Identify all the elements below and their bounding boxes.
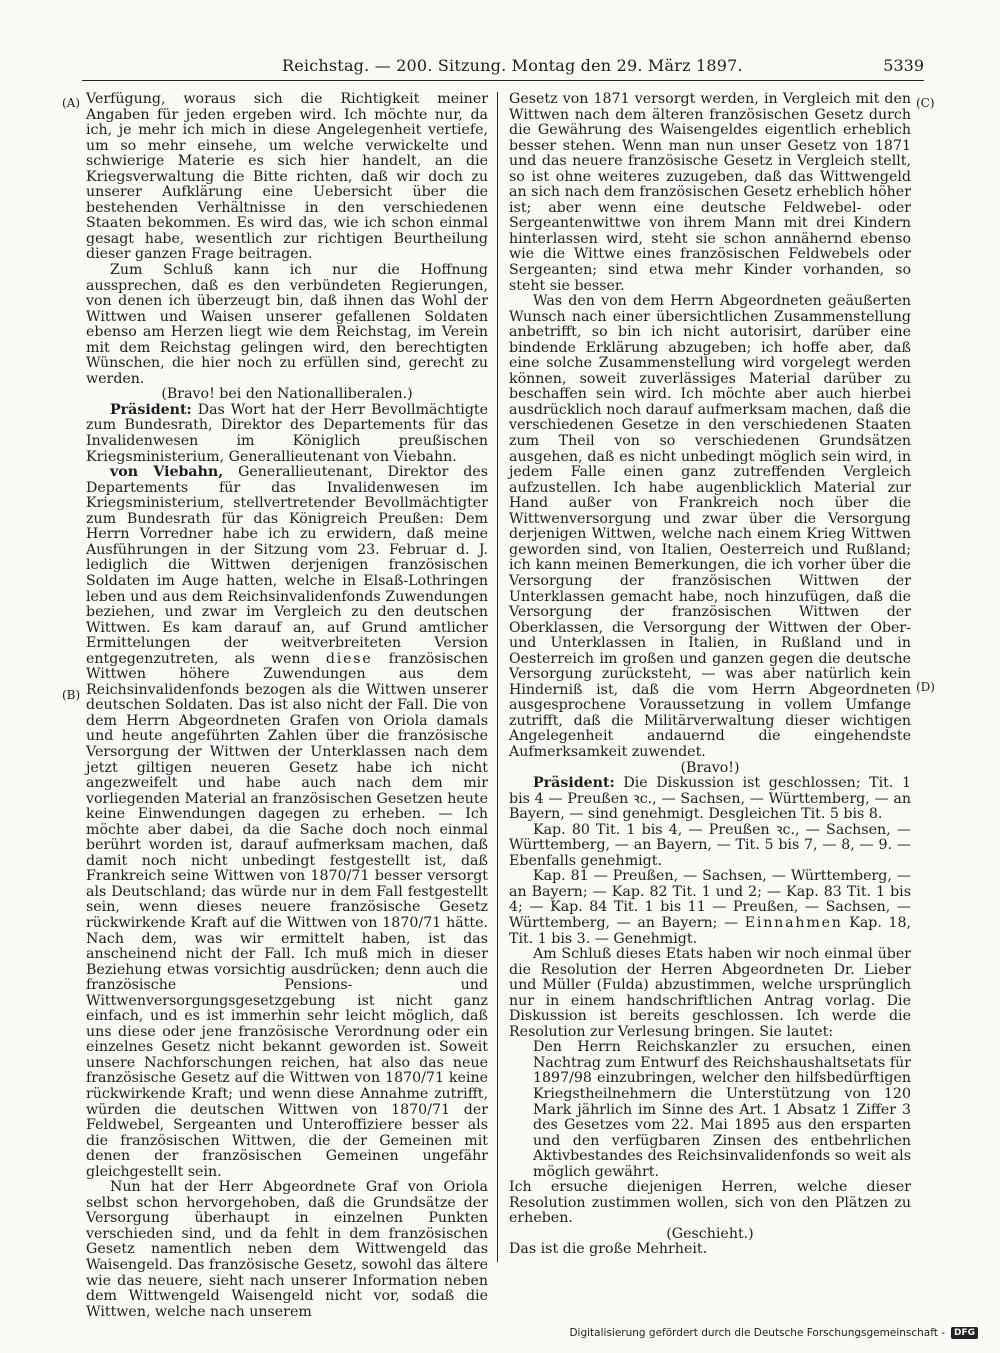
speaker-name: von Viebahn, xyxy=(110,464,224,481)
paragraph: Zum Schluß kann ich nur die Hoffnung aussprechen, daß es den verbündeten Regierungen, von denen ich überzeugt bin, daß ihnen das Wohl der Wittwen und Waisen unserer gefallenen Soldaten ebenso am Herzen liegt wie dem Reichstag, im Verein mit dem Reichstag gelingen wird, den berechtigten Wünschen, die hier noch zu erfüllen sind, gerecht zu werden. xyxy=(86,262,488,387)
paragraph: Am Schluß dieses Etats haben wir noch einmal über die Resolution der Herren Abgeordneten Dr. Lieber und Müller (Fulda) abzustimmen, welche ursprünglich nur in einem handschriftlichen Antrag vorlag. Die Diskussion ist bereits geschlossen. Ich werde die Resolution zur Verlesung bringen. Sie lautet: xyxy=(509,946,911,1040)
margin-marker-a: (A) xyxy=(62,96,81,110)
paragraph-text: Kap. 81 — Preußen, — Sachsen, — Württemberg, — an Bayern; — Kap. 82 Tit. 1 und 2; — Kap. 83 Tit. 1 bis 4; — Kap. 84 Tit. 1 bis 11 — Preußen, — Sachsen, — Württemberg, — an Bayern; — xyxy=(509,868,911,931)
speech-text: Das Wort hat der Herr Bevollmächtigte zum Bundesrath, Direktor des Departements für das Invalidenwesen im Königlich preußischen Kriegsministerium, Generallieutenant von Viebahn. xyxy=(86,401,488,465)
column-divider xyxy=(497,92,498,1262)
margin-marker-b: (B) xyxy=(62,688,81,702)
margin-marker-c: (C) xyxy=(916,96,935,110)
action-note: (Geschieht.) xyxy=(666,1225,754,1242)
emphasized-word: diese xyxy=(325,650,373,667)
speech-paragraph xyxy=(86,403,488,465)
speech-paragraph xyxy=(509,776,911,823)
paragraph xyxy=(509,869,911,947)
speech-text: Die Diskussion ist geschlossen; Tit. 1 bis 4 — Preußen ꝛc., — Sachsen, — Württemberg, — an Bayern, — sind genehmigt. Desgleichen Tit. 5 bis 8. xyxy=(509,775,911,823)
applause-note: (Bravo!) xyxy=(680,759,740,776)
speech-paragraph xyxy=(86,465,488,1180)
paragraph: Das ist die große Mehrheit. xyxy=(509,1241,708,1258)
emphasized-word: Einnahmen xyxy=(744,914,843,931)
paragraph: Ich ersuche diejenigen Herren, welche dieser Resolution zustimmen wollen, sich von den Plätzen zu erheben. xyxy=(509,1179,911,1227)
header-title: Reichstag. — 200. Sitzung. Montag den 29. März 1897. xyxy=(282,56,743,75)
dfg-logo: DFG xyxy=(951,1327,978,1339)
paragraph: Nun hat der Herr Abgeordnete Graf von Oriola selbst schon hervorgehoben, daß die Grundsätze der Versorgung überhaupt in einzelnen Punkten verschieden sind, und da fehlt in dem französischen Gesetz namentlich neben dem Wittwengeld das Waisengeld. Das französische Gesetz, sowohl das ältere wie das neuere, sieht nach unserer Information neben dem Wittwengeld Waisengeld nicht vor, sodaß die Wittwen, welche nach unserem xyxy=(86,1179,488,1320)
margin-marker-d: (D) xyxy=(916,680,935,694)
digitization-credit xyxy=(569,1327,978,1339)
paragraph: Verfügung, woraus sich die Richtigkeit meiner Angaben für jeden ergeben wird. Ich möchte nur, da ich, je mehr ich mich in diese Angelegenheit vertiefe, um so mehr einsehe, um welche verwickelte und schwierige Materie es sich hier handelt, an die Kriegsverwaltung die Bitte richten, daß wir doch zu unserer Aufklärung eine Uebersicht über die bestehenden Verhältnisse in den verschiedenen Staaten bekommen. Es wird das, wie ich schon einmal gesagt habe, wesentlich zur richtigen Beurtheilung dieser ganzen Frage beitragen. xyxy=(86,91,488,263)
paragraph: Kap. 80 Tit. 1 bis 4, — Preußen ꝛc., — Sachsen, — Württemberg, — an Bayern, — Tit. 5 bis 7, — 8, — 9. — Ebenfalls genehmigt. xyxy=(509,821,911,869)
resolution-text: Den Herrn Reichskanzler zu ersuchen, einen Nachtrag zum Entwurf des Reichshaushaltsetats für 1897/98 einzubringen, welcher den hilfsbedürftigen Kriegstheilnehmern die Unterstützung von 120 Mark jährlich im Sinne des Art. 1 Absatz 1 Ziffer 3 des Gesetzes vom 22. Mai 1895 aus den ersparten und den verfügbaren Zinsen des entbehrlichen Aktivbestandes des Reichsinvalidenfonds so weit als möglich gewährt. xyxy=(533,1039,911,1180)
paragraph: Was den von dem Herrn Abgeordneten geäußerten Wunsch nach einer übersichtlichen Zusammenstellung anbetrifft, so bin ich nicht autorisirt, darüber eine bindende Erklärung abzugeben; ich hoffe aber, daß eine solche Zusammenstellung wird vorgelegt werden können, soweit zuverlässiges Material darüber zu beschaffen sein wird. Ich möchte aber auch hierbei ausdrücklich noch darauf aufmerksam machen, daß die verschiedenen Gesetze in den verschiedenen Staaten zum Theil von so verschiedenen Grundsätzen ausgehen, daß es nicht unbedingt möglich sein wird, in jedem Falle einen ganz zutreffenden Vergleich aufzustellen. Ich habe augenblicklich Material zur Hand außer von Frankreich noch über die Wittwenversorgung und zwar über die Versorgung derjenigen Wittwen, welche nach einem Krieg Wittwen geworden sind, von Italien, Oesterreich und Rußland; ich kann meinen Bemerkungen, die ich vorher über die Versorgung der französischen Wittwen der Unterklassen gemacht habe, noch hinzufügen, daß die Versorgung der französischen Wittwen der Oberklassen, die Versorgung der Wittwen der Ober- und Unterklassen in Italien, in Rußland und in Oesterreich im großen und ganzen gegen die deutsche Versorgung zurücksteht, — was aber natürlich kein Hinderniß ist, daß die vom Herrn Abgeordneten ausgesprochene Voraussetzung in vollem Umfange zutrifft, daß die Militärverwaltung dieser wichtigen Angelegenheit andauernd die eingehendste Aufmerksamkeit zuwendet. xyxy=(509,293,911,760)
speech-text: Generallieutenant, Direktor des Departements für das Invalidenwesen im Kriegsministerium, stellvertretender Bevollmächtigter zum Bundesrath für das Königreich Preußen: Dem Herrn Vorredner habe ich zu erwidern, daß meine Ausführungen in der Sitzung vom 23. Februar d. J. lediglich die Wittwen derjenigen französischen Soldaten im Auge hatten, welche in Elsaß-Lothringen leben und aus dem Reichsinvalidenfonds Zuwendungen beziehen, und zwar im Vergleich zu den deutschen Wittwen. Es kam darauf an, auf Grund amtlicher Ermittelungen der weitverbreiteten Version entgegenzutreten, als wenn xyxy=(86,464,488,667)
left-column xyxy=(86,92,488,1320)
right-column xyxy=(509,92,911,1258)
paragraph-text: Kap. 18, Tit. 1 bis 3. — Genehmigt. xyxy=(509,914,912,947)
page-number: 5339 xyxy=(883,56,924,75)
credit-text: Digitalisierung gefördert durch die Deutsche Forschungsgemeinschaft - xyxy=(569,1327,945,1339)
applause-note: (Bravo! bei den Nationalliberalen.) xyxy=(161,386,413,403)
paragraph: Gesetz von 1871 versorgt werden, in Vergleich mit den Wittwen nach dem älteren französischen Gesetz durch die Gewährung des Waisengeldes eigentlich erheblich besser stehen. Wenn man nun unser Gesetz von 1871 und das neuere französische Gesetz in Vergleich stellt, so ist ohne weiteres zuzugeben, daß das Wittwengeld an sich nach dem französischen Gesetz erheblich höher ist; aber wenn eine deutsche Feldwebel- oder Sergeantenwittwe von ihrem Mann mit drei Kindern hinterlassen wird, steht sie schon annähernd ebenso wie die Wittwe eines französischen Feldwebels oder Sergeanten; sind etwa mehr Kinder vorhanden, so steht sie besser. xyxy=(509,91,911,294)
page-header xyxy=(82,52,924,81)
speech-text: französischen Wittwen höhere Zuwendungen aus dem Reichsinvalidenfonds bezogen als die Wittwen unserer deutschen Soldaten. Das ist also nicht der Fall. Die von dem Herrn Abgeordneten Grafen von Oriola damals und heute angeführten Zahlen über die französische Versorgung der Wittwen der Unterklassen nach dem jetzt giltigen neueren Gesetz habe ich nicht angezweifelt und habe auch nach dem mir vorliegenden Material an französischen Gesetzen heute keine Einwendungen dagegen zu erheben. — Ich möchte aber dabei, da die Sache doch noch einmal berührt worden ist, darauf aufmerksam machen, daß damit noch nicht unbedingt festgestellt ist, daß Frankreich seine Wittwen von 1870/71 besser versorgt als Deutschland; das würde nur in dem Fall festgestellt sein, wenn dieses neuere französische Gesetz rückwirkende Kraft auf die Wittwen von 1870/71 hätte. Nach dem, was wir ermittelt haben, ist das anscheinend nicht der Fall. Ich muß mich in dieser Beziehung etwas vorsichtig ausdrücken; denn auch die französische Pensions- und Wittwenversorgungsgesetzgebung ist nicht ganz einfach, und es ist immerhin sehr leicht möglich, daß uns diese oder jene französische Verordnung oder ein einzelnes Gesetz nicht bekannt geworden ist. Soweit unsere Nachforschungen reichen, hat also das neue französische Gesetz auf die Wittwen von 1870/71 keine rückwirkende Kraft; und wenn diese Annahme zutrifft, würden die deutschen Wittwen von 1870/71 der Feldwebel, Sergeanten und Unteroffiziere besser als die französischen Wittwen, die der Gemeinen mit denen der französischen Gemeinen ungefähr gleichgestellt sein. xyxy=(86,650,489,1180)
speaker-name: Präsident: xyxy=(110,401,192,418)
speaker-name: Präsident: xyxy=(533,775,615,792)
